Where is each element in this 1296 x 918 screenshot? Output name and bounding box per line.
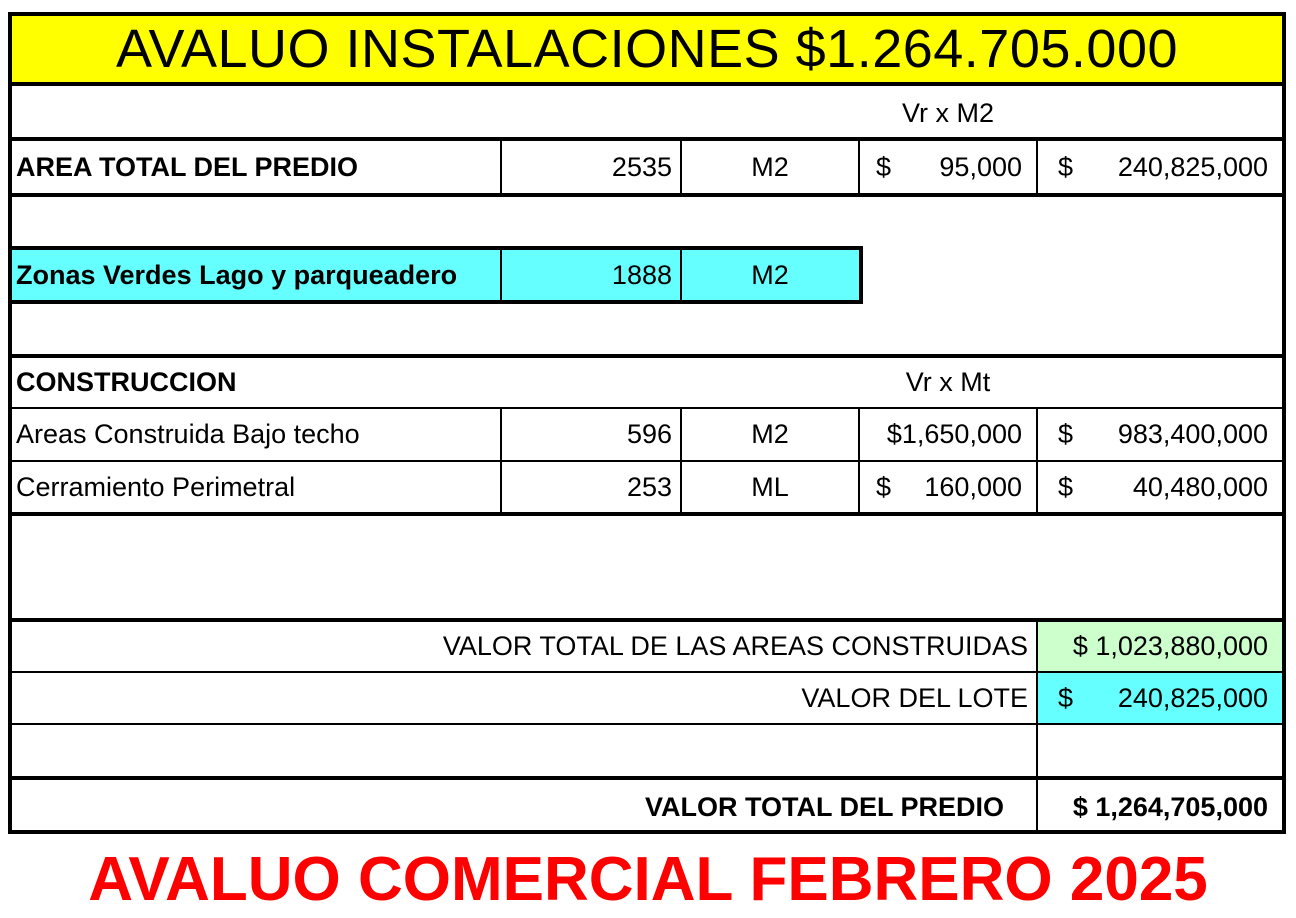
rule: [8, 512, 1286, 516]
currency-symbol: $: [1058, 151, 1074, 182]
construccion-heading: CONSTRUCCION: [16, 367, 237, 397]
zonas-verdes-qty: 1888: [611, 259, 672, 290]
area-total-value: [1038, 141, 1282, 193]
total-value: 983,400,000: [1117, 419, 1268, 449]
construccion-row-price: [860, 462, 1036, 512]
currency-symbol: $: [1058, 682, 1074, 713]
lote-amount: 240,825,000: [1117, 682, 1268, 713]
lote-value-label: VALOR DEL LOTE: [801, 682, 1028, 713]
construccion-unit-price-header: Vr x Mt: [905, 367, 991, 397]
construccion-row-qty: 253: [626, 471, 672, 502]
predio-total-value: $ 1,264,705,000: [1072, 791, 1268, 822]
page-title: AVALUO INSTALACIONES $1.264.705.000: [115, 19, 1179, 79]
area-total-unit-price: [860, 141, 1036, 193]
rule: [8, 723, 1286, 725]
zonas-verdes-unit: M2: [751, 259, 789, 290]
currency-symbol: $: [1058, 471, 1074, 502]
total-value: 240,825,000: [1117, 151, 1268, 182]
construccion-row-label: Cerramiento Perimetral: [16, 471, 296, 502]
construccion-row-qty: 596: [626, 419, 672, 449]
predio-total-label: VALOR TOTAL DEL PREDIO: [644, 791, 1004, 822]
construccion-row-total: [1038, 462, 1282, 512]
construidas-total-value: $ 1,023,880,000: [1038, 622, 1282, 671]
construidas-total-label: VALOR TOTAL DE LAS AREAS CONSTRUIDAS: [442, 631, 1028, 661]
rule: [8, 193, 1286, 197]
lote-value: [1038, 673, 1282, 723]
currency-symbol: $: [876, 151, 892, 182]
footer-caption: AVALUO COMERCIAL FEBRERO 2025: [88, 844, 1208, 914]
title-banner: [8, 12, 1286, 86]
currency-symbol: $: [1058, 419, 1074, 449]
construccion-row-label: Areas Construida Bajo techo: [16, 419, 360, 449]
construccion-row-unit: ML: [751, 471, 789, 502]
area-total-label: AREA TOTAL DEL PREDIO: [16, 151, 359, 182]
area-total-unit: M2: [751, 151, 789, 182]
unit-price-value: 95,000: [939, 151, 1022, 182]
price-value: 160,000: [924, 471, 1022, 502]
total-value: 40,480,000: [1132, 471, 1268, 502]
unit-price-header: Vr x M2: [901, 98, 994, 128]
currency-symbol: $: [876, 471, 892, 502]
construccion-row-unit: M2: [751, 419, 789, 449]
area-total-qty: 2535: [611, 151, 672, 182]
construccion-row-price: $1,650,000: [886, 419, 1022, 449]
zonas-verdes-label: Zonas Verdes Lago y parqueadero: [16, 259, 458, 290]
construccion-row-total: [1038, 409, 1282, 460]
